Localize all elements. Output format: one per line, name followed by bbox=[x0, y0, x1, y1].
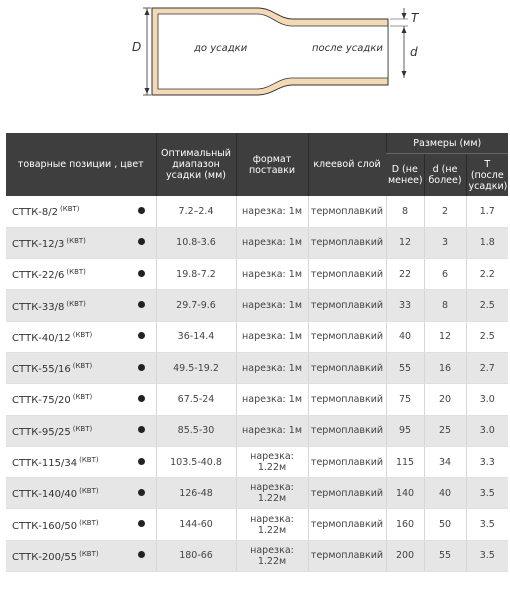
product-name bbox=[6, 384, 128, 415]
color-black-dot-icon bbox=[138, 489, 145, 496]
shrink-range: 67.5-24 bbox=[156, 384, 236, 415]
dim-D: 55 bbox=[386, 352, 424, 383]
color-dot bbox=[128, 415, 156, 446]
color-black-dot-icon bbox=[138, 270, 145, 277]
adhesive-layer: термоплавкий bbox=[308, 415, 386, 446]
product-name bbox=[6, 321, 128, 352]
product-name-sup: (КВТ) bbox=[72, 330, 93, 339]
product-name bbox=[6, 540, 128, 571]
supply-format: нарезка: 1м bbox=[236, 352, 308, 383]
product-name-sup: (КВТ) bbox=[66, 236, 86, 245]
header-adhesive: клеевой слой bbox=[308, 133, 386, 196]
header-position: товарные позиции , цвет bbox=[6, 133, 156, 196]
supply-format: нарезка: 1.22м bbox=[236, 509, 308, 540]
table-row bbox=[6, 415, 508, 446]
label-after-shrink: после усадки bbox=[312, 43, 383, 54]
product-name-sup: (КВТ) bbox=[79, 518, 99, 527]
supply-format: нарезка: 1м bbox=[236, 259, 308, 290]
dim-T: 3.5 bbox=[466, 540, 508, 571]
dim-d: 34 bbox=[424, 446, 466, 477]
table-body bbox=[6, 196, 508, 572]
supply-format: нарезка: 1.22м bbox=[236, 446, 308, 477]
table-row bbox=[6, 478, 508, 509]
dim-d: 50 bbox=[424, 509, 466, 540]
dim-d: 8 bbox=[424, 290, 466, 321]
table-row bbox=[6, 321, 508, 352]
color-dot bbox=[128, 227, 156, 258]
label-before-shrink: до усадки bbox=[194, 43, 248, 54]
adhesive-layer: термоплавкий bbox=[308, 352, 386, 383]
adhesive-layer: термоплавкий bbox=[308, 384, 386, 415]
product-name-text: СТТК-75/20 bbox=[12, 395, 71, 407]
product-name-text: СТТК-22/6 bbox=[12, 270, 65, 282]
shrink-range: 49.5-19.2 bbox=[156, 352, 236, 383]
supply-format: нарезка: 1м bbox=[236, 227, 308, 258]
product-name-sup: (КВТ) bbox=[79, 456, 99, 465]
product-name bbox=[6, 352, 128, 383]
dim-D: 140 bbox=[386, 478, 424, 509]
color-black-dot-icon bbox=[138, 238, 145, 245]
table-row bbox=[6, 290, 508, 321]
color-dot bbox=[128, 384, 156, 415]
dim-d: 40 bbox=[424, 478, 466, 509]
shrink-range: 7.2–2.4 bbox=[156, 196, 236, 227]
table-row bbox=[6, 540, 508, 571]
label-D: D bbox=[132, 40, 142, 54]
dim-T: 1.7 bbox=[466, 196, 508, 227]
dim-T: 2.5 bbox=[466, 321, 508, 352]
product-table bbox=[6, 133, 508, 572]
adhesive-layer: термоплавкий bbox=[308, 227, 386, 258]
table-row bbox=[6, 509, 508, 540]
supply-format: нарезка: 1м bbox=[236, 196, 308, 227]
product-name-text: СТТК-8/2 bbox=[12, 207, 59, 219]
shrink-tube-diagram bbox=[0, 0, 510, 130]
dim-D: 40 bbox=[386, 321, 424, 352]
supply-format: нарезка: 1м bbox=[236, 321, 308, 352]
color-black-dot-icon bbox=[138, 520, 145, 527]
dim-D: 200 bbox=[386, 540, 424, 571]
dim-D: 160 bbox=[386, 509, 424, 540]
color-dot bbox=[128, 509, 156, 540]
adhesive-layer: термоплавкий bbox=[308, 446, 386, 477]
dim-D: 22 bbox=[386, 259, 424, 290]
product-name-text: СТТК-40/12 bbox=[12, 332, 71, 344]
supply-format: нарезка: 1.22м bbox=[236, 478, 308, 509]
shrink-range: 19.8-7.2 bbox=[156, 259, 236, 290]
adhesive-layer: термоплавкий bbox=[308, 540, 386, 571]
supply-format: нарезка: 1м bbox=[236, 290, 308, 321]
shrink-range: 36-14.4 bbox=[156, 321, 236, 352]
color-dot bbox=[128, 540, 156, 571]
table-row bbox=[6, 384, 508, 415]
product-name-text: СТТК-33/8 bbox=[12, 301, 65, 313]
color-dot bbox=[128, 196, 156, 227]
product-name bbox=[6, 290, 128, 321]
shrink-range: 10.8-3.6 bbox=[156, 227, 236, 258]
product-name-text: СТТК-160/50 bbox=[12, 520, 78, 532]
shrink-range: 144-60 bbox=[156, 509, 236, 540]
product-name-sup: (КВТ) bbox=[79, 487, 99, 496]
color-black-dot-icon bbox=[138, 426, 145, 433]
label-d: d bbox=[410, 45, 418, 59]
table-row bbox=[6, 196, 508, 227]
table-row bbox=[6, 352, 508, 383]
product-name bbox=[6, 478, 128, 509]
supply-format: нарезка: 1м bbox=[236, 384, 308, 415]
product-name bbox=[6, 415, 128, 446]
table-row bbox=[6, 227, 508, 258]
dim-T: 3.0 bbox=[466, 415, 508, 446]
product-name bbox=[6, 509, 128, 540]
color-dot bbox=[128, 321, 156, 352]
dim-D: 95 bbox=[386, 415, 424, 446]
supply-format: нарезка: 1.22м bbox=[236, 540, 308, 571]
adhesive-layer: термоплавкий bbox=[308, 478, 386, 509]
product-name-sup: (КВТ) bbox=[66, 268, 86, 277]
product-name bbox=[6, 446, 128, 477]
adhesive-layer: термоплавкий bbox=[308, 321, 386, 352]
color-black-dot-icon bbox=[138, 364, 145, 371]
dim-D: 12 bbox=[386, 227, 424, 258]
product-name-sup: (КВТ) bbox=[72, 362, 93, 371]
dim-D: 8 bbox=[386, 196, 424, 227]
dim-D: 75 bbox=[386, 384, 424, 415]
adhesive-layer: термоплавкий bbox=[308, 290, 386, 321]
dim-T: 3.3 bbox=[466, 446, 508, 477]
adhesive-layer: термоплавкий bbox=[308, 509, 386, 540]
color-black-dot-icon bbox=[138, 551, 145, 558]
dim-d: 3 bbox=[424, 227, 466, 258]
color-black-dot-icon bbox=[138, 458, 145, 465]
dim-T: 3.0 bbox=[466, 384, 508, 415]
product-name-sup: (КВТ) bbox=[72, 393, 93, 402]
product-name-sup: (КВТ) bbox=[79, 549, 99, 558]
header-dimensions: Размеры (мм) bbox=[386, 133, 508, 154]
dim-d: 55 bbox=[424, 540, 466, 571]
dim-D: 33 bbox=[386, 290, 424, 321]
header-format: формат поставки bbox=[236, 133, 308, 196]
color-dot bbox=[128, 290, 156, 321]
dim-d: 2 bbox=[424, 196, 466, 227]
product-name-text: СТТК-140/40 bbox=[12, 489, 78, 501]
product-name-text: СТТК-55/16 bbox=[12, 364, 71, 376]
color-dot bbox=[128, 259, 156, 290]
header-d: d (не более) bbox=[424, 154, 466, 197]
shrink-range: 126-48 bbox=[156, 478, 236, 509]
color-black-dot-icon bbox=[138, 207, 145, 214]
dim-d: 20 bbox=[424, 384, 466, 415]
adhesive-layer: термоплавкий bbox=[308, 259, 386, 290]
dim-D: 115 bbox=[386, 446, 424, 477]
product-name bbox=[6, 227, 128, 258]
shrink-range: 103.5-40.8 bbox=[156, 446, 236, 477]
supply-format: нарезка: 1м bbox=[236, 415, 308, 446]
dim-d: 25 bbox=[424, 415, 466, 446]
table-row bbox=[6, 446, 508, 477]
dim-d: 12 bbox=[424, 321, 466, 352]
product-name-sup: (КВТ) bbox=[60, 205, 80, 214]
shrink-range: 29.7-9.6 bbox=[156, 290, 236, 321]
product-name-text: СТТК-12/3 bbox=[12, 238, 65, 250]
dim-T: 2.7 bbox=[466, 352, 508, 383]
color-black-dot-icon bbox=[138, 332, 145, 339]
dim-T: 3.5 bbox=[466, 509, 508, 540]
product-name bbox=[6, 259, 128, 290]
header-range: Оптимальный диапазон усадки (мм) bbox=[156, 133, 236, 196]
product-name-sup: (КВТ) bbox=[72, 424, 93, 433]
header-T: T (после усадки) bbox=[466, 154, 508, 197]
product-name-text: СТТК-200/55 bbox=[12, 551, 78, 563]
table-row bbox=[6, 259, 508, 290]
color-dot bbox=[128, 446, 156, 477]
dim-d: 16 bbox=[424, 352, 466, 383]
adhesive-layer: термоплавкий bbox=[308, 196, 386, 227]
dim-T: 2.2 bbox=[466, 259, 508, 290]
product-name-sup: (КВТ) bbox=[66, 299, 86, 308]
label-T: T bbox=[411, 11, 419, 25]
dim-T: 1.8 bbox=[466, 227, 508, 258]
product-name-text: СТТК-95/25 bbox=[12, 426, 71, 438]
dim-T: 3.5 bbox=[466, 478, 508, 509]
product-name bbox=[6, 196, 128, 227]
dim-d: 6 bbox=[424, 259, 466, 290]
shrink-range: 85.5-30 bbox=[156, 415, 236, 446]
header-D: D (не менее) bbox=[386, 154, 424, 197]
shrink-range: 180-66 bbox=[156, 540, 236, 571]
color-dot bbox=[128, 478, 156, 509]
color-black-dot-icon bbox=[138, 301, 145, 308]
color-black-dot-icon bbox=[138, 395, 145, 402]
color-dot bbox=[128, 352, 156, 383]
product-name-text: СТТК-115/34 bbox=[12, 458, 78, 470]
dim-T: 2.5 bbox=[466, 290, 508, 321]
